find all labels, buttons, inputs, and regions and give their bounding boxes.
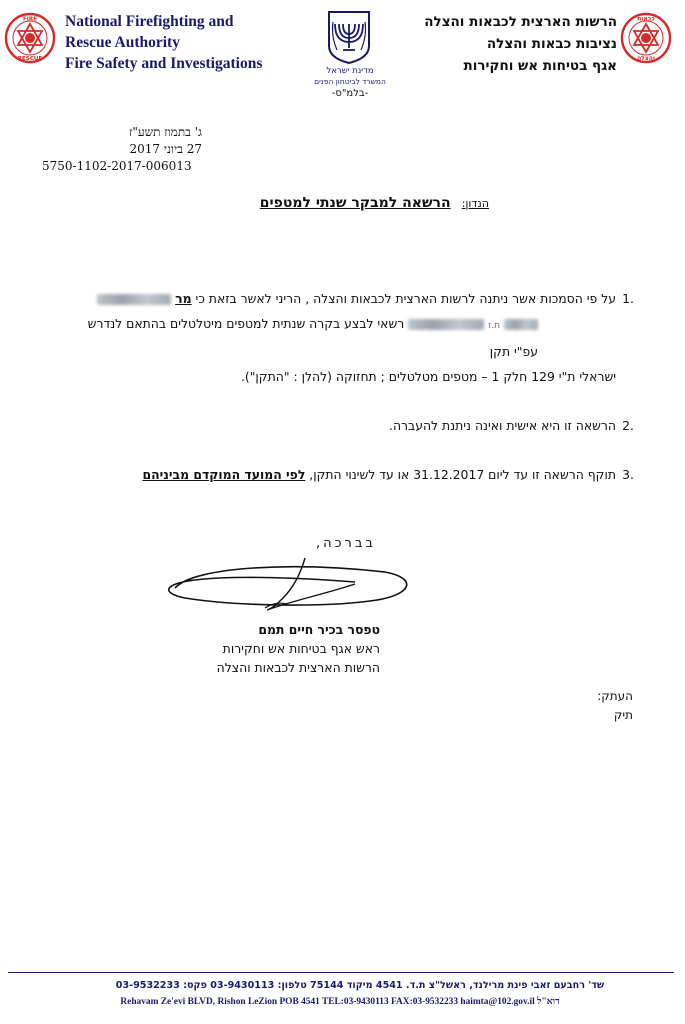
org-en-line-1: National Firefighting and xyxy=(65,13,234,30)
item-1-line-3: ישראלי ת"י 129 חלק 1 – מטפים מטלטלים ; תחזוקה (להלן : "התקן"). xyxy=(240,369,616,384)
item-number: .1 xyxy=(622,291,634,306)
gregorian-date: 27 ביוני 2017 xyxy=(129,142,202,156)
cc-label: העתק: xyxy=(597,689,633,703)
closing-greeting: בברכה, xyxy=(316,536,376,551)
item-1-text-a: על פי הסמכות אשר ניתנה לרשות הארצית לכבאות והצלה , הריני לאשר בזאת כי xyxy=(195,291,616,306)
org-he-line-2: נציבות כבאות והצלה xyxy=(486,36,617,52)
list-item xyxy=(60,286,634,389)
list-item xyxy=(60,462,634,487)
emblem-ministry-text: המשרד לביטחון הפנים xyxy=(314,77,386,86)
cc-block xyxy=(597,687,633,725)
subject-label: הנדון: xyxy=(461,197,489,210)
signer-block xyxy=(217,620,380,677)
item-1-id-prefix: ת.ז xyxy=(488,321,501,331)
emblem-state-text: מדינת ישראל xyxy=(326,66,374,76)
org-he-line-1: הרשות הארצית לכבאות והצלה xyxy=(424,14,617,30)
item-1-mr: מר xyxy=(175,291,192,306)
logo-left-bottom-text: RESCUE xyxy=(17,56,43,62)
org-name-english xyxy=(65,11,262,74)
classification-mark: -בלמ"ס- xyxy=(331,88,369,99)
org-en-line-2: Rescue Authority xyxy=(65,34,180,51)
signer-org: הרשות הארצית לכבאות והצלה xyxy=(216,660,380,675)
subject-title: הרשאה למבקר שנתי למטפים xyxy=(259,195,451,211)
redacted-id-number xyxy=(408,319,484,330)
redacted-name xyxy=(97,294,171,305)
footer-address-hebrew: שד' רחבעם זאבי פינת מרילנד, ראשל"צ ת.ד. 4541 מיקוד 75144 טלפון: 03-9430113 פקס: 03-9532233 xyxy=(115,980,605,991)
item-3-line xyxy=(60,462,616,487)
redacted-prefix xyxy=(504,319,538,330)
cc-item: תיק xyxy=(613,708,633,722)
item-number: .3 xyxy=(622,467,634,482)
signer-title: ראש אגף בטיחות אש וחקירות xyxy=(222,641,380,656)
org-en-line-3: Fire Safety and Investigations xyxy=(65,55,263,72)
logo-left-top-text: FIRE xyxy=(22,16,38,23)
signature-scribble-icon xyxy=(155,548,425,618)
item-3-text: תוקף הרשאה זו עד ליום 31.12.2017 או עד לשינוי התקן, xyxy=(309,467,616,482)
item-2-text: הרשאה זו היא אישית ואינה ניתנת להעברה. xyxy=(389,418,616,433)
reference-number: 5750-1102-2017-006013 xyxy=(42,159,192,173)
org-name-hebrew xyxy=(424,11,617,77)
fire-rescue-logo-left xyxy=(4,12,56,64)
item-1-line-2 xyxy=(60,311,538,364)
fire-rescue-emblem-icon xyxy=(4,12,56,64)
logo-right-bottom-text: והצלה xyxy=(637,55,655,62)
item-1-text-b: רשאי לבצע בקרה שנתית למטפים מיטלטלים בהתאם לנדרש עפ"י תקן xyxy=(87,316,538,359)
org-he-line-3: אגף בטיחות אש וחקירות xyxy=(463,58,617,74)
signer-name: טפסר בכיר חיים תמם xyxy=(258,622,380,637)
logo-right-top-text: כבאות xyxy=(637,15,655,23)
letter-body xyxy=(60,286,634,487)
list-item xyxy=(60,413,634,438)
footer-address-english: Rehavam Ze'evi BLVD, Rishon LeZion POB 4541 TEL:03-9430113 FAX:03-9532233 haimta@102.gov.il דוא"ל xyxy=(120,997,560,1007)
footer-divider xyxy=(8,972,674,973)
hebrew-date: ג' בתמוז תשע"ז xyxy=(129,125,202,139)
item-1-line-1 xyxy=(60,286,616,311)
handwritten-signature xyxy=(155,548,425,618)
date-block xyxy=(42,124,202,175)
state-emblem xyxy=(325,10,373,64)
item-3-emphasis: לפי המועד המוקדם מביניהם xyxy=(142,467,306,482)
item-number: .2 xyxy=(622,418,634,433)
fire-rescue-emblem-icon xyxy=(620,12,672,64)
subject-line xyxy=(260,192,489,211)
fire-rescue-logo-right xyxy=(620,12,672,64)
menorah-emblem-icon xyxy=(325,10,373,64)
